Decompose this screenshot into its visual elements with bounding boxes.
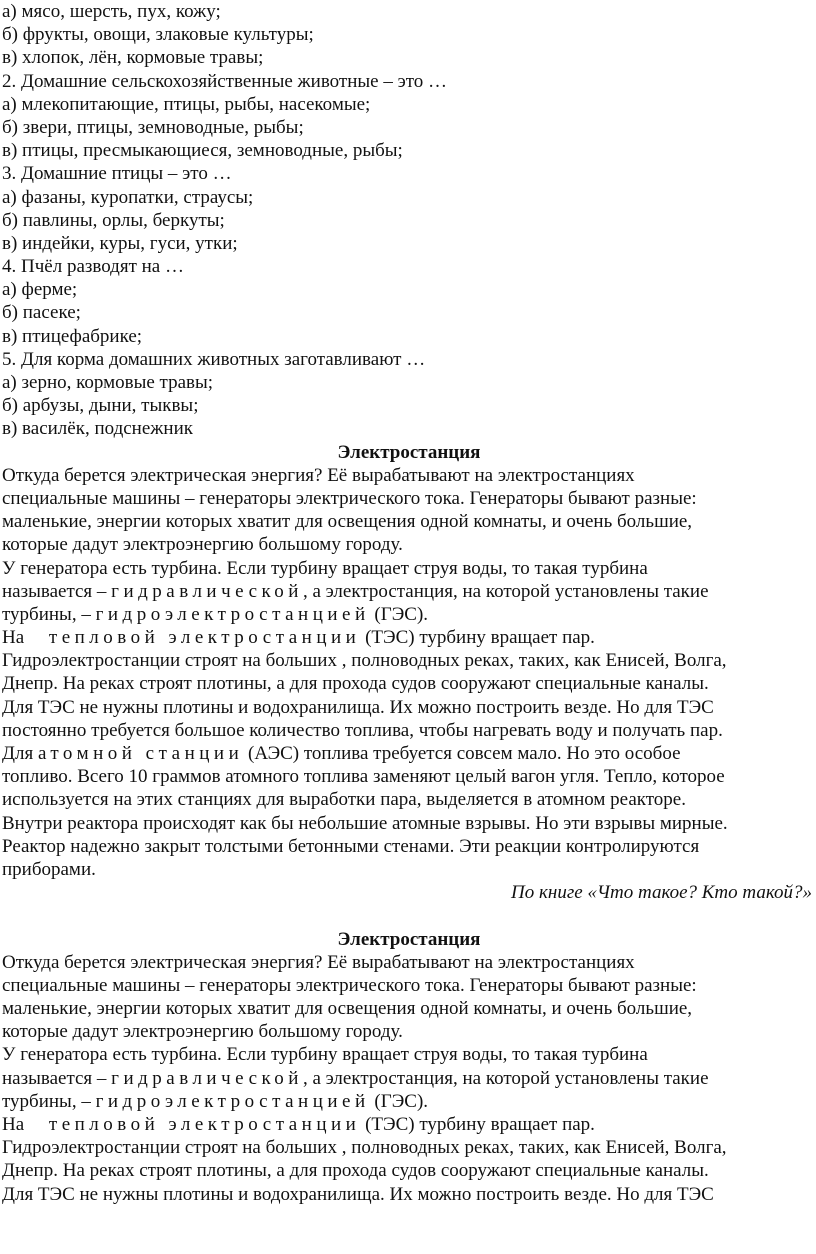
article-line	[2, 1113, 816, 1136]
text-segment: На	[2, 1114, 29, 1135]
q3-option-a: а) фазаны, куропатки, страусы;	[2, 186, 254, 208]
article-line	[2, 742, 816, 765]
text-segment: На	[2, 627, 29, 649]
q3-question: 3. Домашние птицы – это …	[2, 163, 232, 185]
q4-option-a: а) ферме;	[2, 279, 78, 301]
article-line	[2, 1090, 816, 1113]
article-line: Внутри реактора происходят как бы небольшие атомные взрывы. Но эти взрывы мирные.	[2, 812, 728, 834]
text-segment: (АЭС) топлива требуется совсем мало. Но это особое	[243, 743, 681, 764]
article-line	[2, 580, 816, 603]
q1-option-b: б) фрукты, овощи, злаковые культуры;	[2, 24, 314, 46]
article-line: используется на этих станциях для выработки пара, выделяется в атомном реакторе.	[2, 789, 686, 811]
text-segment: называется –	[2, 1067, 112, 1089]
text-segment: (ТЭС) турбину вращает пар.	[360, 627, 595, 649]
q5-option-c: в) василёк, подснежник	[2, 418, 193, 440]
article-line: специальные машины – генераторы электрического тока. Генераторы бывают разные:	[2, 487, 697, 509]
article-line	[2, 626, 816, 649]
q5-option-a: а) зерно, кормовые травы;	[2, 372, 214, 393]
q2-option-b: б) звери, птицы, земноводные, рыбы;	[2, 116, 304, 138]
article-line: специальные машины – генераторы электрического тока. Генераторы бывают разные:	[2, 974, 697, 996]
q4-option-c: в) птицефабрике;	[2, 325, 143, 347]
article-title: Электростанция	[337, 441, 481, 463]
article-line: которые дадут электроэнергию большому городу.	[2, 1021, 403, 1043]
text-segment: (ГЭС).	[369, 1090, 429, 1112]
article-line: постоянно требуется большое количество топлива, чтобы нагревать воду и получать пар.	[2, 719, 723, 741]
text-segment: , а электростанция, на которой установлены такие	[302, 1067, 709, 1089]
q5-question: 5. Для корма домашних животных заготавливают …	[2, 348, 426, 370]
blank-line	[2, 904, 816, 927]
article-line: Реактор надежно закрыт толстыми бетонными стенами. Эти реакции контролируются	[2, 835, 700, 857]
article-line: маленькие, энергии которых хватит для освещения одной комнаты, и очень большие,	[2, 511, 693, 533]
article-title-copy: Электростанция	[337, 928, 481, 950]
article-line: которые дадут электроэнергию большому городу.	[2, 534, 403, 556]
spaced-term: гидравлической	[111, 580, 303, 602]
article-line: Для ТЭС не нужны плотины и водохранилища. Их можно построить везде. Но для ТЭС	[2, 696, 714, 718]
text-segment: называется –	[2, 580, 112, 602]
q3-option-c: в) индейки, куры, гуси, утки;	[2, 232, 238, 254]
spaced-term: гидравлической	[111, 1067, 303, 1089]
article-line: маленькие, энергии которых хватит для освещения одной комнаты, и очень большие,	[2, 998, 693, 1020]
text-segment: (ТЭС) турбину вращает пар.	[360, 1114, 595, 1135]
article-source: По книге «Что такое? Кто такой?»	[511, 882, 812, 904]
article-line: Откуда берется электрическая энергия? Её вырабатывают на электростанциях	[2, 951, 635, 973]
text-segment: , а электростанция, на которой установлены такие	[302, 580, 709, 602]
spaced-term: атомной станции	[37, 743, 244, 764]
q1-option-a: а) мясо, шерсть, пух, кожу;	[2, 1, 221, 22]
text-segment: турбины, –	[2, 603, 96, 625]
text-segment: Для	[2, 743, 38, 764]
text-segment: турбины, –	[2, 1090, 96, 1112]
spaced-term: гидроэлектростанцией	[95, 603, 370, 625]
article-line: У генератора есть турбина. Если турбину вращает струя воды, то такая турбина	[2, 1044, 648, 1066]
q2-question: 2. Домашние сельскохозяйственные животные – это …	[2, 70, 448, 92]
article-line: Гидроэлектростанции строят на больших , полноводных реках, таких, как Енисей, Волга,	[2, 1137, 727, 1159]
q5-option-b: б) арбузы, дыни, тыквы;	[2, 395, 199, 417]
article-line: У генератора есть турбина. Если турбину вращает струя воды, то такая турбина	[2, 557, 648, 579]
article-line: приборами.	[2, 858, 96, 880]
article-line: топливо. Всего 10 граммов атомного топлива заменяют целый вагон угля. Тепло, которое	[2, 766, 725, 788]
article-line: Откуда берется электрическая энергия? Её вырабатывают на электростанциях	[2, 464, 635, 486]
article-line: Днепр. На реках строят плотины, а для прохода судов сооружают специальные каналы.	[2, 673, 709, 695]
q2-option-c: в) птицы, пресмыкающиеся, земноводные, рыбы;	[2, 140, 403, 162]
text-segment: (ГЭС).	[369, 603, 429, 625]
q3-option-b: б) павлины, орлы, беркуты;	[2, 209, 225, 231]
q4-option-b: б) пасеке;	[2, 302, 81, 324]
q1-option-c: в) хлопок, лён, кормовые травы;	[2, 47, 264, 69]
spaced-term: тепловой электростанции	[48, 1114, 361, 1135]
spaced-term: тепловой электростанции	[48, 627, 361, 649]
q4-question: 4. Пчёл разводят на …	[2, 256, 184, 278]
spaced-term: гидроэлектростанцией	[95, 1090, 370, 1112]
article-line: Гидроэлектростанции строят на больших , полноводных реках, таких, как Енисей, Волга,	[2, 650, 727, 672]
q2-option-a: а) млекопитающие, птицы, рыбы, насекомые;	[2, 93, 371, 115]
article-line	[2, 1067, 816, 1090]
article-line	[2, 603, 816, 626]
article-line: Для ТЭС не нужны плотины и водохранилища. Их можно построить везде. Но для ТЭС	[2, 1183, 714, 1205]
article-line: Днепр. На реках строят плотины, а для прохода судов сооружают специальные каналы.	[2, 1160, 709, 1182]
